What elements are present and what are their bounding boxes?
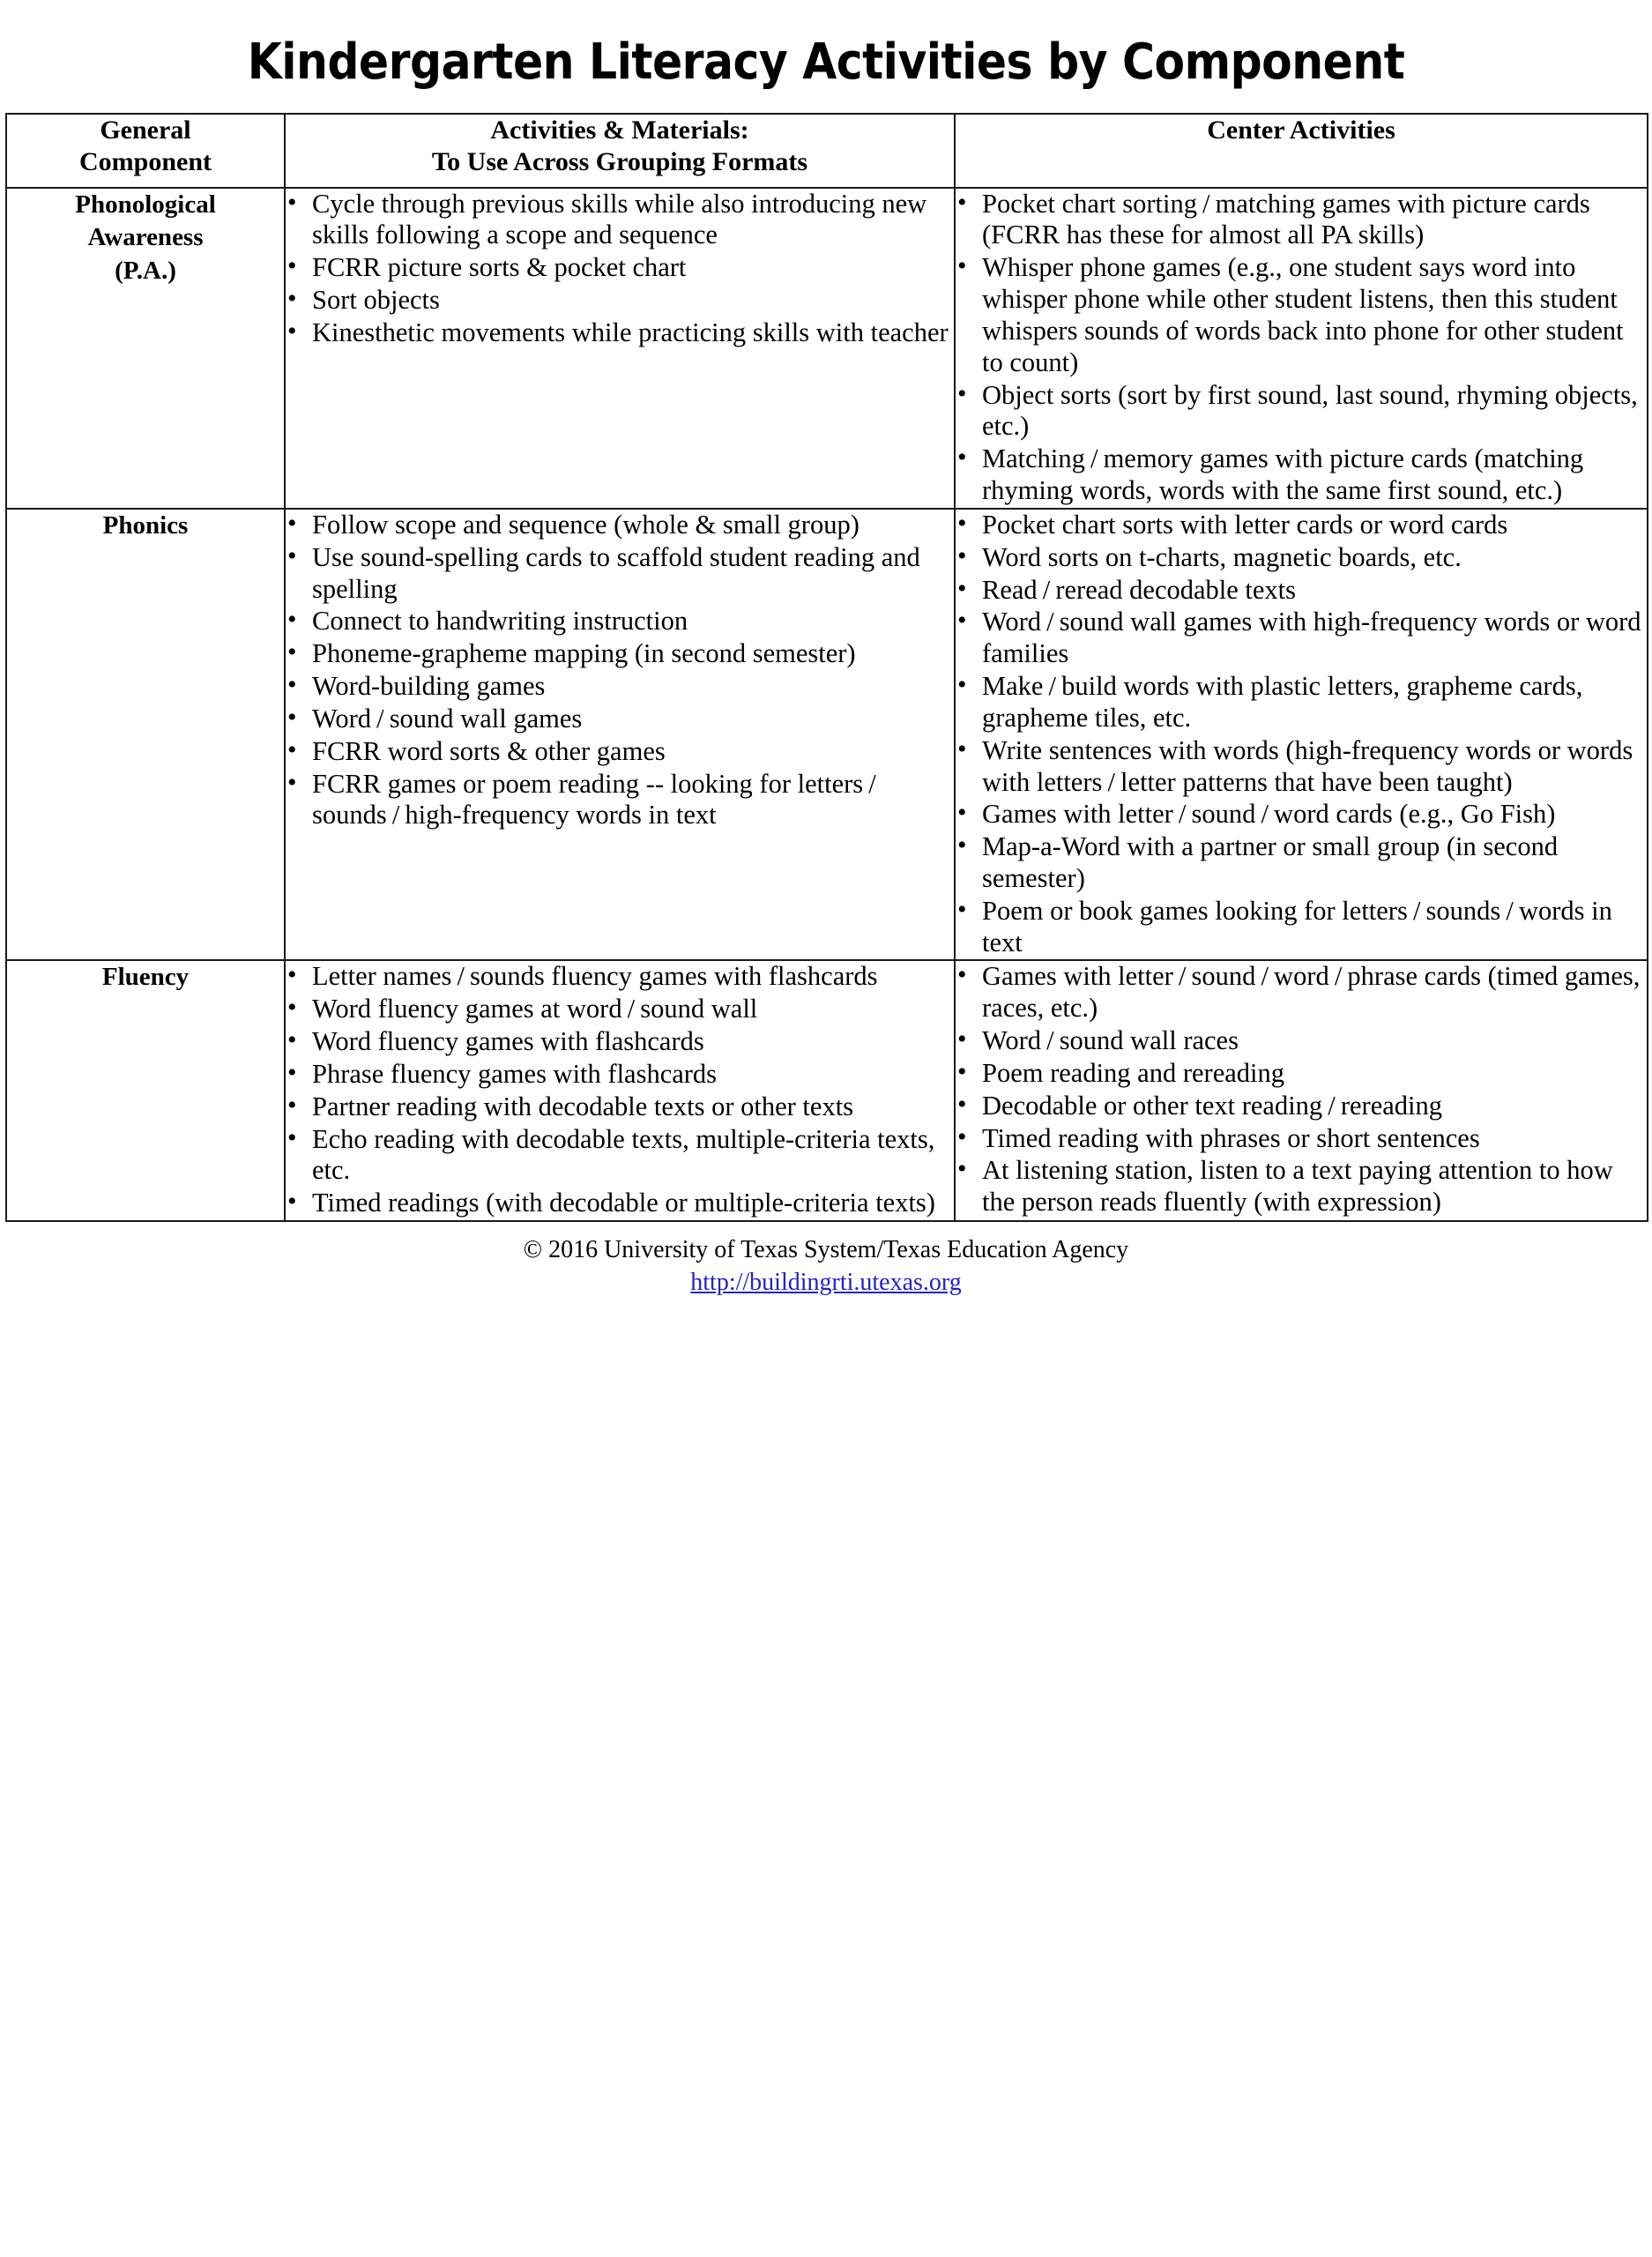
column-header-line: Activities & Materials: (490, 115, 749, 145)
table-body (6, 188, 1648, 1222)
activities-list-cell (285, 188, 955, 509)
bullet-item: • Matching / memory games with picture cards (matching rhyming words, words with the same first sound, etc.) (956, 443, 1647, 507)
bullet-item: • FCRR word sorts & other games (286, 736, 954, 768)
bullet-item: • Make / build words with plastic letters, grapheme cards, grapheme tiles, etc. (956, 671, 1647, 734)
component-label-line: Awareness (87, 223, 204, 252)
bullet-item: • Use sound-spelling cards to scaffold student reading and spelling (286, 542, 954, 606)
bullet-item: • Word-building games (286, 671, 954, 703)
bullet-item: • Kinesthetic movements while practicing skills with teacher (286, 317, 954, 349)
bullet-item: • Games with letter / sound / word cards (e.g., Go Fish) (956, 799, 1647, 831)
bullet-item: • Connect to handwriting instruction (286, 606, 954, 637)
component-label-cell (6, 509, 285, 961)
bullet-list (956, 961, 1647, 1218)
center-activities-list-cell (955, 188, 1648, 509)
bullet-item: • Word sorts on t-charts, magnetic boards, etc. (956, 542, 1647, 574)
table-header (6, 114, 1648, 188)
component-label-line: Phonological (75, 190, 216, 219)
bullet-item: • Word / sound wall games (286, 704, 954, 735)
table-row (6, 960, 1648, 1221)
bullet-item: • Read / reread decodable texts (956, 575, 1647, 607)
bullet-item: • Phoneme-grapheme mapping (in second semester) (286, 638, 954, 670)
column-header-line: Component (78, 147, 212, 177)
bullet-item: • Pocket chart sorting / matching games with picture cards (FCRR has these for almost all PA skills) (956, 189, 1647, 252)
copyright-text: © 2016 University of Texas System/Texas Education Agency (523, 1236, 1129, 1264)
page-footer (0, 1222, 1652, 1299)
bullet-item: • Sort objects (286, 285, 954, 317)
bullet-item: • Map-a-Word with a partner or small group (in second semester) (956, 831, 1647, 895)
literacy-activities-table (5, 113, 1648, 1223)
page-title: Kindergarten Literacy Activities by Component (247, 34, 1405, 91)
bullet-item: • Word fluency games at word / sound wall (286, 994, 954, 1025)
table-row (6, 509, 1648, 961)
column-header-center-activities (955, 114, 1648, 188)
component-label-line: Fluency (101, 963, 190, 992)
bullet-item: • Poem or book games looking for letters / sounds / words in text (956, 896, 1647, 959)
component-label-cell (6, 188, 285, 509)
center-activities-list-cell (955, 960, 1648, 1221)
bullet-item: • Decodable or other text reading / rereading (956, 1091, 1647, 1122)
bullet-item: • Echo reading with decodable texts, multiple-criteria texts, etc. (286, 1124, 954, 1188)
bullet-item: • Write sentences with words (high-frequency words or words with letters / letter patterns that have been taught) (956, 735, 1647, 799)
component-label-cell (6, 960, 285, 1221)
bullet-item: • Phrase fluency games with flashcards (286, 1059, 954, 1091)
column-header-line: Center Activities (1207, 115, 1395, 145)
bullet-item: • Cycle through previous skills while also introducing new skills following a scope and sequence (286, 189, 954, 252)
bullet-item: • Word / sound wall games with high-frequency words or word families (956, 607, 1647, 670)
bullet-item: • Letter names / sounds fluency games with flashcards (286, 961, 954, 993)
component-label-line: (P.A.) (115, 256, 176, 285)
bullet-item: • Word / sound wall races (956, 1025, 1647, 1057)
bullet-item: • FCRR picture sorts & pocket chart (286, 252, 954, 284)
bullet-item: • Object sorts (sort by first sound, last sound, rhyming objects, etc.) (956, 380, 1647, 443)
column-header-activities-materials (285, 114, 955, 188)
bullet-list (956, 510, 1647, 959)
bullet-item: • Timed reading with phrases or short sentences (956, 1123, 1647, 1155)
bullet-item: • Games with letter / sound / word / phrase cards (timed games, races, etc.) (956, 961, 1647, 1024)
bullet-item: • At listening station, listen to a text paying attention to how the person reads fluently (with expression) (956, 1155, 1647, 1218)
component-label-line: Phonics (102, 510, 189, 540)
bullet-item: • Word fluency games with flashcards (286, 1026, 954, 1058)
column-header-line: To Use Across Grouping Formats (431, 147, 808, 177)
table-row (6, 188, 1648, 509)
buildingrti-link[interactable]: http://buildingrti.utexas.org (690, 1269, 962, 1297)
bullet-item: • Partner reading with decodable texts or other texts (286, 1091, 954, 1123)
bullet-item: • Poem reading and rereading (956, 1058, 1647, 1090)
center-activities-list-cell (955, 509, 1648, 961)
column-header-general-component (6, 114, 285, 188)
bullet-list (956, 189, 1647, 507)
bullet-item: • Whisper phone games (e.g., one student says word into whisper phone while other student listens, then this student whispers sounds of words back into phone for other student to count) (956, 252, 1647, 378)
bullet-item: • Pocket chart sorts with letter cards or word cards (956, 510, 1647, 541)
bullet-item: • Follow scope and sequence (whole & small group) (286, 510, 954, 541)
activities-list-cell (285, 509, 955, 961)
bullet-list (286, 189, 954, 349)
bullet-item: • FCRR games or poem reading -- looking for letters / sounds / high-frequency words in text (286, 769, 954, 832)
bullet-list (286, 510, 954, 831)
bullet-item: • Timed readings (with decodable or multiple-criteria texts) (286, 1188, 954, 1219)
table-header-row (6, 114, 1648, 188)
bullet-list (286, 961, 954, 1219)
column-header-line: General (100, 115, 191, 145)
activities-list-cell (285, 960, 955, 1221)
